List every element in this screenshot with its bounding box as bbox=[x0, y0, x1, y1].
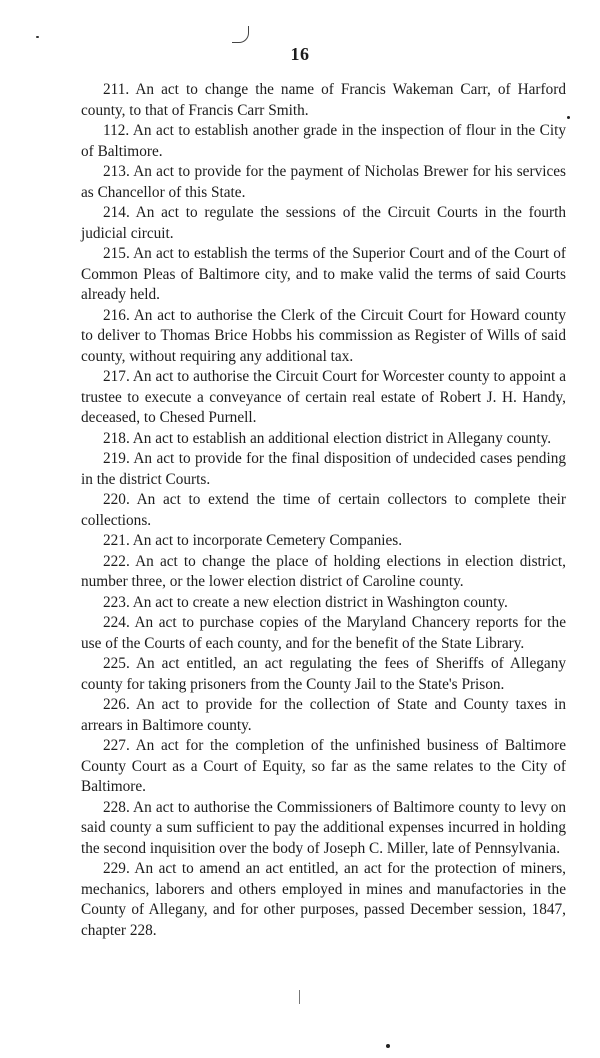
act-entry: 216. An act to authorise the Clerk of the Circuit Court for Howard county to deliver to Thomas Brice Hobbs his commission as Register of Wills of said county, without requiring any additional tax. bbox=[81, 306, 566, 365]
act-entry: 218. An act to establish an additional election district in Allegany county. bbox=[103, 429, 552, 447]
acts-list bbox=[81, 80, 566, 941]
act-entry: 112. An act to establish another grade in the inspection of flour in the City of Baltimore. bbox=[81, 122, 566, 160]
act-entry: 213. An act to provide for the payment of Nicholas Brewer for his services as Chancellor of this State. bbox=[81, 163, 566, 201]
act-entry: 224. An act to purchase copies of the Maryland Chancery reports for the use of the Courts of each county, and for the benefit of the State Library. bbox=[81, 614, 566, 652]
stray-pen-mark bbox=[299, 990, 300, 1004]
act-entry: 211. An act to change the name of Francis Wakeman Carr, of Harford county, to that of Francis Carr Smith. bbox=[81, 81, 566, 119]
stray-pen-mark bbox=[232, 26, 249, 43]
act-entry: 226. An act to provide for the collection of State and County taxes in arrears in Baltimore county. bbox=[81, 696, 566, 734]
act-entry: 214. An act to regulate the sessions of the Circuit Courts in the fourth judicial circuit. bbox=[81, 204, 566, 242]
act-entry: 229. An act to amend an act entitled, an act for the protection of miners, mechanics, laborers and others employed in mines and manufactories in the County of Allegany, and for other purposes, passed December session, 1847, chapter 228. bbox=[81, 860, 566, 939]
act-entry: 221. An act to incorporate Cemetery Companies. bbox=[103, 532, 403, 549]
act-entry: 217. An act to authorise the Circuit Court for Worcester county to appoint a trustee to execute a conveyance of certain real estate of Robert J. H. Handy, deceased, to Chesed Purnell. bbox=[81, 368, 566, 426]
stray-ink-dot bbox=[567, 116, 570, 119]
act-entry: 219. An act to provide for the final disposition of undecided cases pending in the district Courts. bbox=[81, 450, 566, 488]
act-entry: 220. An act to extend the time of certain collectors to complete their collections. bbox=[81, 491, 566, 529]
act-entry: 223. An act to create a new election district in Washington county. bbox=[103, 593, 508, 611]
act-entry: 227. An act for the completion of the unfinished business of Baltimore County Court as a Court of Equity, so far as the same relates to the City of Baltimore. bbox=[81, 737, 566, 795]
act-entry: 215. An act to establish the terms of the Superior Court and of the Court of Common Pleas of Baltimore city, and to make valid the terms of said Courts already held. bbox=[81, 245, 566, 303]
act-entry: 228. An act to authorise the Commissioners of Baltimore county to levy on said county a sum sufficient to pay the additional expenses incurred in holding the second inquisition over the body of Joseph C. Miller, late of Pennsylvania. bbox=[81, 798, 566, 857]
stray-ink-dot bbox=[386, 1044, 390, 1048]
page-number: 16 bbox=[290, 44, 310, 64]
act-entry: 222. An act to change the place of holding elections in election district, number three, or the lower election district of Caroline county. bbox=[81, 552, 566, 590]
act-entry: 225. An act entitled, an act regulating the fees of Sheriffs of Allegany county for taking prisoners from the County Jail to the State's Prison. bbox=[81, 655, 566, 693]
stray-ink-dot bbox=[36, 36, 39, 38]
